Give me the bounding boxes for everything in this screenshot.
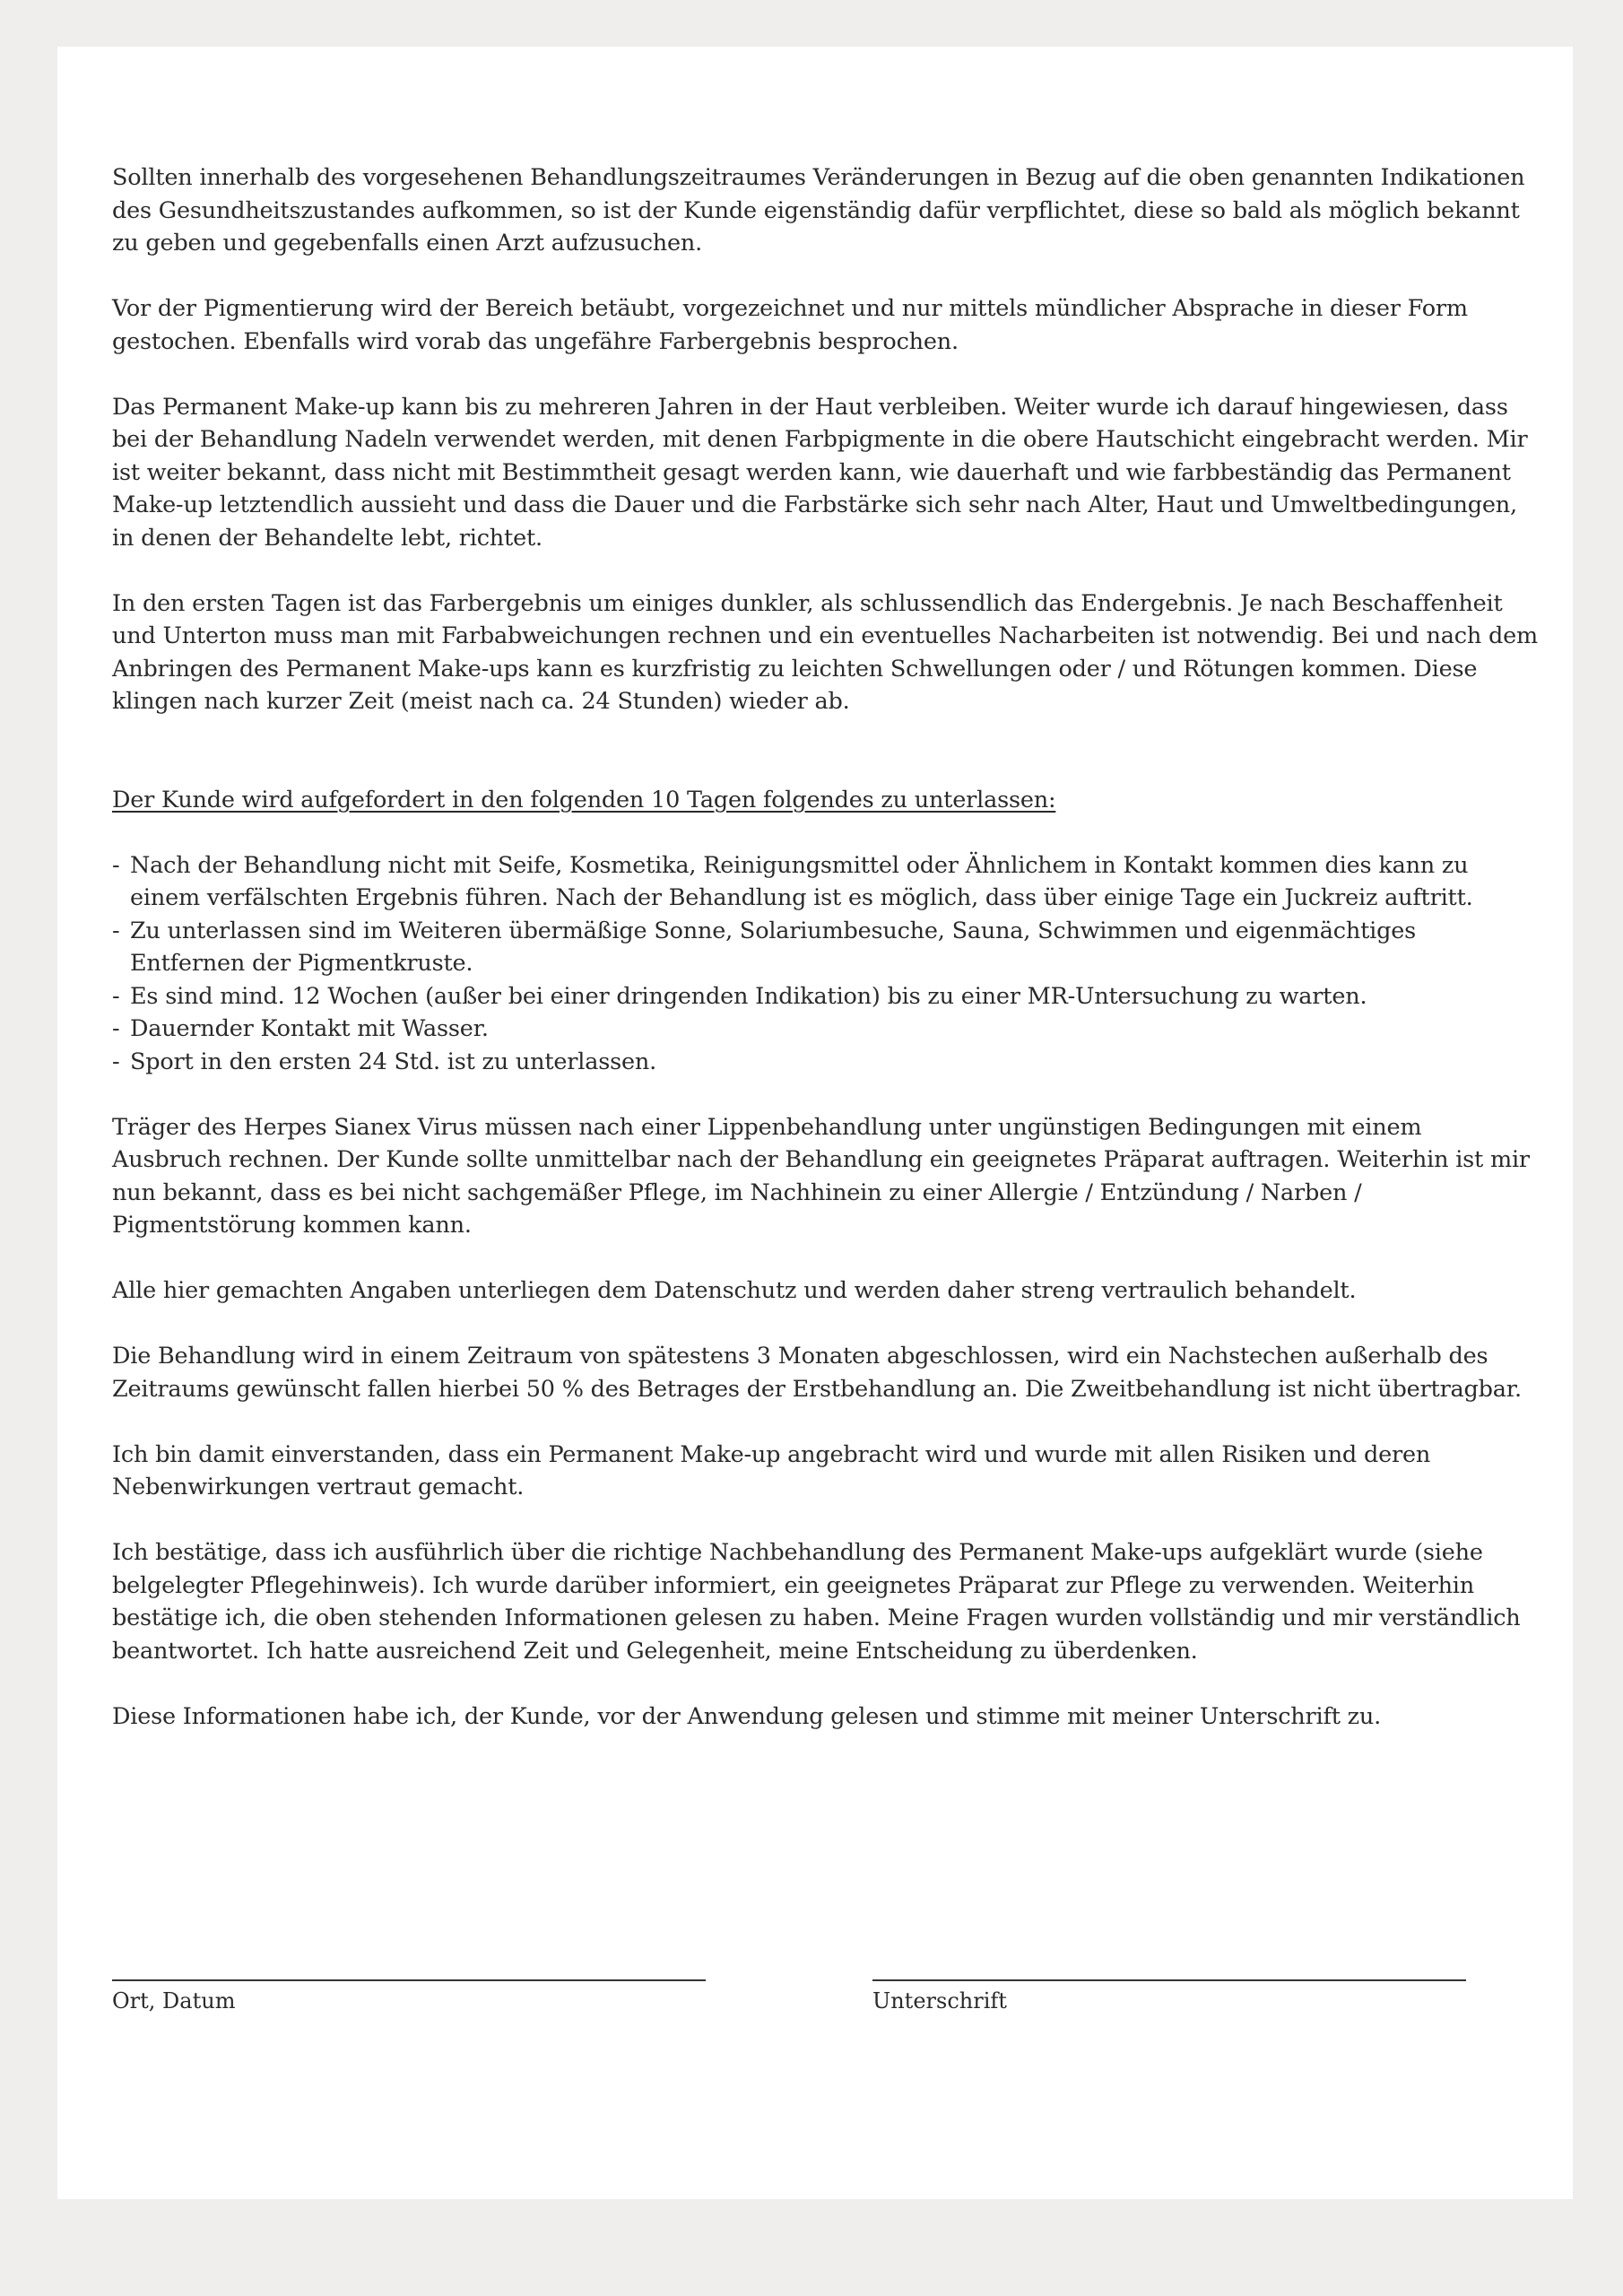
list-item [112,915,1538,980]
list-dash: - [112,917,120,944]
paragraph-consent: Ich bin damit einverstanden, dass ein Permanent Make-up angebracht wird und wurde mit allen Risiken und deren Nebenwirkungen vertraut gemacht. [112,1440,1431,1500]
place-date-field[interactable] [112,1979,706,2015]
list-dash: - [112,982,120,1010]
place-date-label: Ort, Datum [112,1988,236,2013]
list-dash: - [112,851,120,879]
aftercare-list [112,849,1538,1079]
list-item [112,1013,1538,1046]
paragraph-treatment-period: Die Behandlung wird in einem Zeitraum von spätestens 3 Monaten abgeschlossen, wird ein Nachstechen außerhalb des Zeitraums gewünscht fallen hierbei 50 % des Betrages der Erstbehandlung an. Die Zweitbehandlung ist nicht übertragbar. [112,1343,1522,1403]
paragraph-data-privacy: Alle hier gemachten Angaben unterliegen dem Datenschutz und werden daher streng vertraulich behandelt. [112,1277,1357,1304]
place-date-line [112,1979,706,1981]
list-item-text: Sport in den ersten 24 Std. ist zu unterlassen. [130,1048,657,1075]
aftercare-heading: Der Kunde wird aufgefordert in den folgenden 10 Tagen folgendes zu unterlassen: [112,786,1056,813]
signature-line [872,1979,1466,1981]
document-body [112,161,1538,1766]
paragraph-final-acknowledgement: Diese Informationen habe ich, der Kunde, vor der Anwendung gelesen und stimme mit meiner Unterschrift zu. [112,1702,1382,1730]
list-item-text: Nach der Behandlung nicht mit Seife, Kosmetika, Reinigungsmittel oder Ähnlichem in Kontakt kommen dies kann zu einem verfälschten Ergebnis führen. Nach der Behandlung ist es möglich, dass über einige Tage ein Juckreiz auftritt. [130,851,1473,911]
list-item-text: Es sind mind. 12 Wochen (außer bei einer dringenden Indikation) bis zu einer MR-Untersuchung zu warten. [130,982,1367,1010]
paragraph-pigmentation-process: Vor der Pigmentierung wird der Bereich betäubt, vorgezeichnet und nur mittels mündlicher Absprache in dieser Form gestochen. Ebenfalls wird vorab das ungefähre Farbergebnis besprochen. [112,295,1468,355]
list-item [112,980,1538,1013]
document-page [57,47,1573,2199]
list-item-text: Zu unterlassen sind im Weiteren übermäßige Sonne, Solariumbesuche, Sauna, Schwimmen und eigenmächtiges Entfernen der Pigmentkruste. [130,917,1416,977]
paragraph-permanence-info: Das Permanent Make-up kann bis zu mehreren Jahren in der Haut verbleiben. Weiter wurde ich darauf hingewiesen, dass bei der Behandlung Nadeln verwendet werden, mit denen Farbpigmente in die obere Hautschicht eingebracht werden. Mir ist weiter bekannt, dass nicht mit Bestimmtheit gesagt werden kann, wie dauerhaft und wie farbbeständig das Permanent Make-up letztendlich aussieht und dass die Dauer und die Farbstärke sich sehr nach Alter, Haut und Umweltbedingungen, in denen der Behandelte lebt, richtet. [112,393,1528,552]
paragraph-color-result: In den ersten Tagen ist das Farbergebnis um einiges dunkler, als schlussendlich das Endergebnis. Je nach Beschaffenheit und Unterton muss man mit Farbabweichungen rechnen und ein eventuelles Nacharbeiten ist notwendig. Bei und nach dem Anbringen des Permanent Make-ups kann es kurzfristig zu leichten Schwellungen oder / und Rötungen kommen. Diese klingen nach kurzer Zeit (meist nach ca. 24 Stunden) wieder ab. [112,589,1538,715]
list-item [112,1046,1538,1079]
list-dash: - [112,1015,120,1042]
list-dash: - [112,1048,120,1075]
paragraph-changes-notice: Sollten innerhalb des vorgesehenen Behandlungszeitraumes Veränderungen in Bezug auf die oben genannten Indikationen des Gesundheitszustandes aufkommen, so ist der Kunde eigenständig dafür verpflichtet, diese so bald als möglich bekannt zu geben und gegebenfalls einen Arzt aufzusuchen. [112,164,1525,257]
paragraph-herpes-notice: Träger des Herpes Sianex Virus müssen nach einer Lippenbehandlung unter ungünstigen Bedingungen mit einem Ausbruch rechnen. Der Kunde sollte unmittelbar nach der Behandlung ein geeignetes Präparat auftragen. Weiterhin ist mir nun bekannt, dass es bei nicht sachgemäßer Pflege, im Nachhinein zu einer Allergie / Entzündung / Narben / Pigmentstörung kommen kann. [112,1113,1530,1239]
list-item [112,849,1538,915]
paragraph-aftercare-confirmation: Ich bestätige, dass ich ausführlich über die richtige Nachbehandlung des Permanent Make-ups aufgeklärt wurde (siehe belgelegter Pflegehinweis). Ich wurde darüber informiert, ein geeignetes Präparat zur Pflege zu verwenden. Weiterhin bestätige ich, die oben stehenden Informationen gelesen zu haben. Meine Fragen wurden vollständig und mir verständlich beantwortet. Ich hatte ausreichend Zeit und Gelegenheit, meine Entscheidung zu überdenken. [112,1539,1521,1665]
signature-field[interactable] [872,1979,1466,2015]
list-item-text: Dauernder Kontakt mit Wasser. [130,1015,489,1042]
signature-label: Unterschrift [872,1988,1007,2013]
